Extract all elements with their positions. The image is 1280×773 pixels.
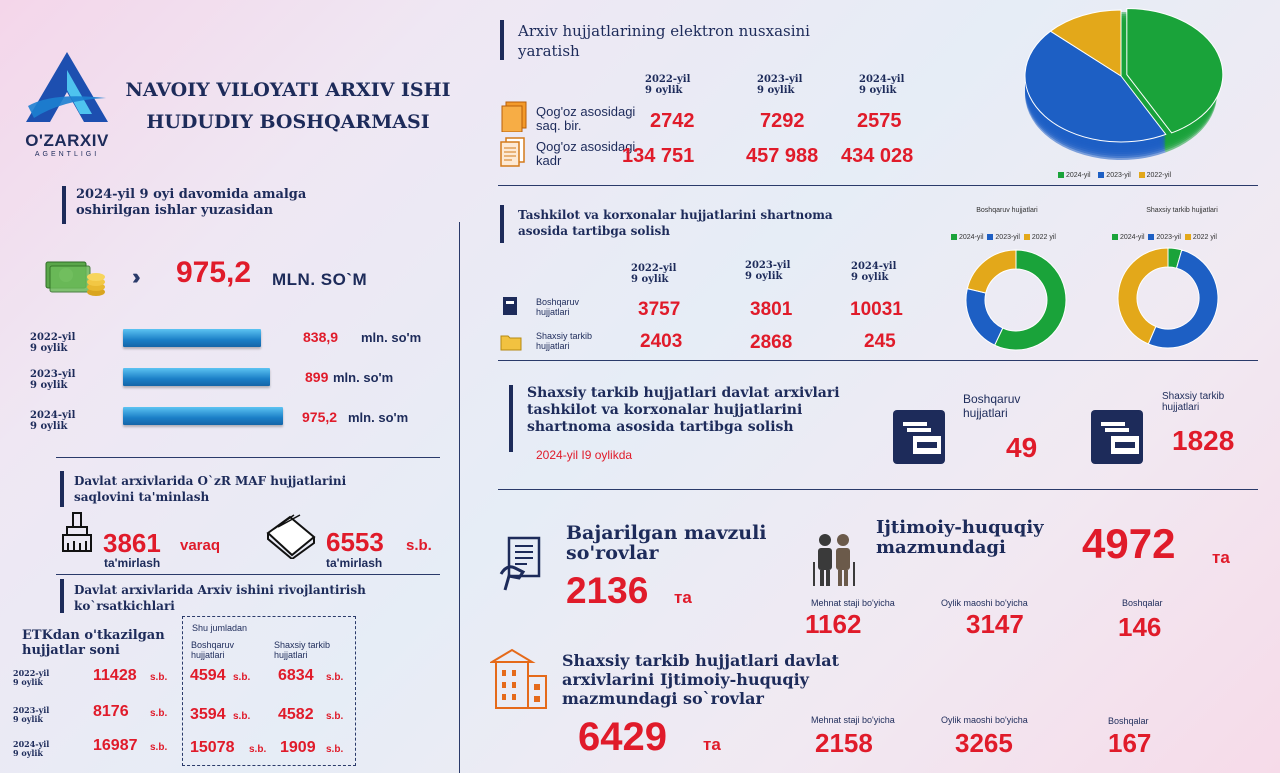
social-value: 4972 (1082, 520, 1176, 567)
social-breakdown-value-0: 1162 (805, 609, 862, 639)
section-accent (500, 205, 504, 243)
thematic-unit: та (674, 588, 692, 607)
electronic-year-2: 2024-yil 9 oylik (859, 74, 905, 96)
personnel-item1-label: Boshqaruv hujjatlari (963, 392, 1021, 420)
dev-col2-header: Shaxsiy tarkib hujjatlari (274, 640, 331, 660)
contract-row0-val1: 3801 (750, 299, 793, 320)
electronic-row1-val0: 134 751 (622, 145, 695, 167)
personnel-breakdown-label-2: Boshqalar (1108, 716, 1149, 726)
income-unit-2: mln. so'm (348, 410, 409, 425)
divider (56, 457, 440, 458)
personnel-breakdown-value-0: 2158 (815, 728, 873, 758)
dev-year-2: 2024-yil 9 oylik (13, 739, 50, 758)
dev-c1-unit-2: s.b. (249, 744, 267, 755)
column-divider (459, 222, 460, 773)
dev-title (74, 582, 366, 614)
dev-c1-2: 15078 (190, 739, 235, 756)
social-title: Ijtimoiy-huquqiy mazmundagi (876, 517, 1044, 558)
electronic-title (518, 21, 810, 61)
archive-box-icon (891, 408, 947, 466)
legend-item: 2023-yil (987, 234, 1020, 241)
legend-item: 2024-yil (1058, 172, 1091, 179)
dev-c1-unit-1: s.b. (233, 711, 251, 722)
maf-item1-label: ta'mirlash (104, 556, 161, 570)
personnel-breakdown-value-2: 167 (1108, 728, 1152, 758)
dev-c2-unit-2: s.b. (326, 744, 344, 755)
section-accent (500, 20, 504, 60)
personnel-breakdown-label-1: Oylik maoshi bo'yicha (941, 715, 1028, 725)
contract-row1-label: Shaxsiy tarkib hujjatlari (536, 331, 593, 351)
maf-title-line2: saqlovini ta'minlash (74, 490, 210, 504)
dev-total-unit-2: s.b. (150, 742, 168, 753)
logo-mark-icon (22, 48, 112, 128)
contract-title-line2: asosida tartibga solish (518, 224, 671, 238)
income-total-value: 975,2 (176, 256, 252, 289)
personnel-query-title: Shaxsiy tarkib hujjatlari davlat arxivlarini Ijtimoiy-huquqiy mazmundagi so`rovlar (562, 651, 839, 708)
dev-c1-unit-0: s.b. (233, 672, 251, 683)
legend-item: 2023-yil (1098, 172, 1131, 179)
personnel-breakdown-label-0: Mehnat staji bo'yicha (811, 715, 895, 725)
income-bar-1 (123, 368, 270, 386)
legend-item: 2022 yil (1185, 234, 1217, 241)
boshqaruv-donut-chart (963, 247, 1069, 353)
electronic-row0-label: Qog'oz asosidagi saq. bir. (536, 104, 636, 133)
electronic-row0-val0: 2742 (650, 110, 695, 132)
maf-item2-label: ta'mirlash (326, 556, 383, 570)
social-unit: та (1212, 548, 1230, 567)
dev-c2-unit-1: s.b. (326, 711, 344, 722)
electronic-pie-legend (1058, 172, 1171, 179)
maf-item1-value: 3861 (103, 528, 161, 558)
contract-title-line1: Tashkilot va korxonalar hujjatlarini shartnoma (518, 208, 833, 222)
contract-row1-val0: 2403 (640, 331, 683, 352)
income-title-line2: oshirilgan ishlar yuzasidan (76, 203, 274, 218)
maf-title (74, 473, 346, 505)
income-unit-0: mln. so'm (361, 330, 422, 345)
binder-icon (501, 295, 519, 317)
dev-title-line2: ko`rsatkichlari (74, 599, 175, 613)
personnel-breakdown-value-1: 3265 (955, 728, 1013, 758)
maf-title-line1: Davlat arxivlarida O`zR MAF hujjatlarini (74, 474, 347, 488)
personnel-query-unit: та (703, 735, 721, 754)
logo-subtext: AGENTLIGI (34, 151, 100, 158)
legend-item: 2022 yil (1024, 234, 1056, 241)
money-icon (44, 256, 106, 298)
folder-orange-icon (500, 100, 528, 132)
document-icon (498, 136, 528, 168)
dev-c2-unit-0: s.b. (326, 672, 344, 683)
logo-text: O'ZARXIV (25, 131, 109, 150)
folder-yellow-icon (500, 333, 522, 351)
personnel-query-value: 6429 (578, 715, 667, 759)
page-title-line1: NAVOIY VILOYATI ARXIV ISHI (125, 79, 451, 101)
dev-c2-0: 6834 (278, 667, 314, 684)
section-accent (509, 385, 513, 452)
dev-total-0: 11428 (93, 667, 137, 684)
electronic-row1-val2: 434 028 (841, 145, 914, 167)
section-accent (60, 579, 64, 613)
dev-total-1: 8176 (93, 703, 129, 720)
chevron-right-icon: ›› (132, 264, 135, 289)
personnel-item1-value: 49 (1006, 432, 1038, 463)
legend-item: 2024-yil (951, 234, 984, 241)
legend-item: 2023-yil (1148, 234, 1181, 241)
income-title (76, 187, 306, 219)
income-title-line1: 2024-yil 9 oyi davomida amalga (76, 187, 307, 202)
contract-year-1: 2023-yil 9 oylik (745, 260, 791, 282)
contract-row1-val1: 2868 (750, 332, 793, 353)
logo (22, 48, 112, 158)
etk-label-line2: hujjatlar soni (22, 643, 120, 658)
page-title (118, 74, 458, 138)
divider (56, 574, 440, 575)
electronic-row0-val1: 7292 (760, 110, 805, 132)
divider (498, 185, 1258, 186)
legend-item: 2024-yil (1112, 234, 1145, 241)
dev-title-line1: Davlat arxivlarida Arxiv ishini rivojlantirish (74, 583, 366, 597)
income-unit-1: mln. so'm (333, 370, 394, 385)
income-year-2: 2024-yil 9 oylik (30, 410, 76, 432)
maf-item2-unit: s.b. (406, 537, 432, 554)
contract-row0-val0: 3757 (638, 299, 681, 320)
dev-total-unit-0: s.b. (150, 672, 168, 683)
donut1-title: Boshqaruv hujjatlari (976, 207, 1038, 214)
archive-box-icon (1089, 408, 1145, 466)
dev-col1-header: Boshqaruv hujjatlari (191, 640, 235, 660)
request-form-icon (497, 534, 545, 594)
elderly-couple-icon (810, 532, 858, 588)
shu-jumladan-label: Shu jumladan (192, 623, 248, 633)
electronic-title-line1: Arxiv hujjatlarining elektron nusxasini (518, 22, 810, 40)
donut1-legend (951, 234, 1056, 241)
dev-c1-0: 4594 (190, 667, 226, 684)
etk-label-line1: ETKdan o'tkazilgan (22, 628, 165, 643)
personnel-item2-value: 1828 (1172, 425, 1235, 456)
contract-year-0: 2022-yil 9 oylik (631, 263, 677, 285)
dev-c2-2: 1909 (280, 739, 316, 756)
book-stack-icon (264, 511, 318, 559)
electronic-row0-val2: 2575 (857, 110, 902, 132)
contract-title (518, 207, 833, 239)
social-breakdown-label-1: Oylik maoshi bo'yicha (941, 598, 1028, 608)
income-value-1: 899 (305, 369, 329, 385)
electronic-row1-val1: 457 988 (746, 145, 819, 167)
electronic-title-line2: yaratish (518, 42, 580, 60)
income-value-0: 838,9 (303, 329, 339, 345)
section-accent (62, 186, 66, 224)
page-title-line2: HUDUDIY BOSHQARMASI (146, 111, 430, 133)
etk-label (22, 628, 165, 658)
divider (498, 360, 1258, 361)
social-breakdown-label-0: Mehnat staji bo'yicha (811, 598, 895, 608)
shaxsiy-tarkib-donut-chart (1115, 245, 1221, 351)
section-accent (60, 471, 64, 507)
dev-year-1: 2023-yil 9 oylik (13, 705, 50, 724)
contract-row0-val2: 10031 (850, 299, 903, 320)
dev-total-2: 16987 (93, 737, 138, 754)
contract-year-2: 2024-yil 9 oylik (851, 261, 897, 283)
dev-year-0: 2022-yil 9 oylik (13, 668, 50, 687)
income-year-0: 2022-yil 9 oylik (30, 332, 76, 354)
maf-item1-unit: varaq (180, 537, 221, 554)
social-breakdown-label-2: Boshqalar (1122, 598, 1163, 608)
divider (498, 489, 1258, 490)
donut-slice-2023-yil (966, 289, 1003, 346)
income-value-2: 975,2 (302, 409, 338, 425)
thematic-title: Bajarilgan mavzuli so'rovlar (566, 522, 767, 564)
legend-item: 2022-yil (1139, 172, 1172, 179)
contract-row1-val2: 245 (864, 331, 896, 352)
donut2-legend (1112, 234, 1217, 241)
electronic-year-1: 2023-yil 9 oylik (757, 74, 803, 96)
personnel-item2-label: Shaxsiy tarkib hujjatlari (1162, 391, 1225, 413)
social-breakdown-value-1: 3147 (966, 609, 1024, 639)
income-year-1: 2023-yil 9 oylik (30, 369, 76, 391)
personnel-subtitle: 2024-yil I9 oylikda (536, 448, 633, 462)
contract-row0-label: Boshqaruv hujjatlari (536, 297, 580, 317)
maf-item2-value: 6553 (326, 527, 384, 557)
donut-slice-2022 yil (967, 250, 1016, 293)
brush-icon (58, 511, 96, 553)
dev-c2-1: 4582 (278, 706, 314, 723)
personnel-title: Shaxsiy tarkib hujjatlari davlat arxivlari tashkilot va korxonalar hujjatlarini shartnoma asosida tartibga solish (527, 385, 840, 435)
electronic-year-0: 2022-yil 9 oylik (645, 74, 691, 96)
building-icon (490, 648, 550, 710)
income-bar-0 (123, 329, 261, 347)
income-total-unit: MLN. SO`M (272, 270, 368, 289)
donut2-title: Shaxsiy tarkib hujjatlari (1146, 207, 1218, 214)
social-breakdown-value-2: 146 (1118, 612, 1162, 642)
dev-total-unit-1: s.b. (150, 708, 168, 719)
dev-c1-1: 3594 (190, 706, 226, 723)
electronic-row1-label: Qog'oz asosidagi kadr (536, 139, 636, 168)
thematic-value: 2136 (566, 570, 649, 611)
income-bar-2 (123, 407, 283, 425)
electronic-pie-chart (1018, 4, 1224, 170)
